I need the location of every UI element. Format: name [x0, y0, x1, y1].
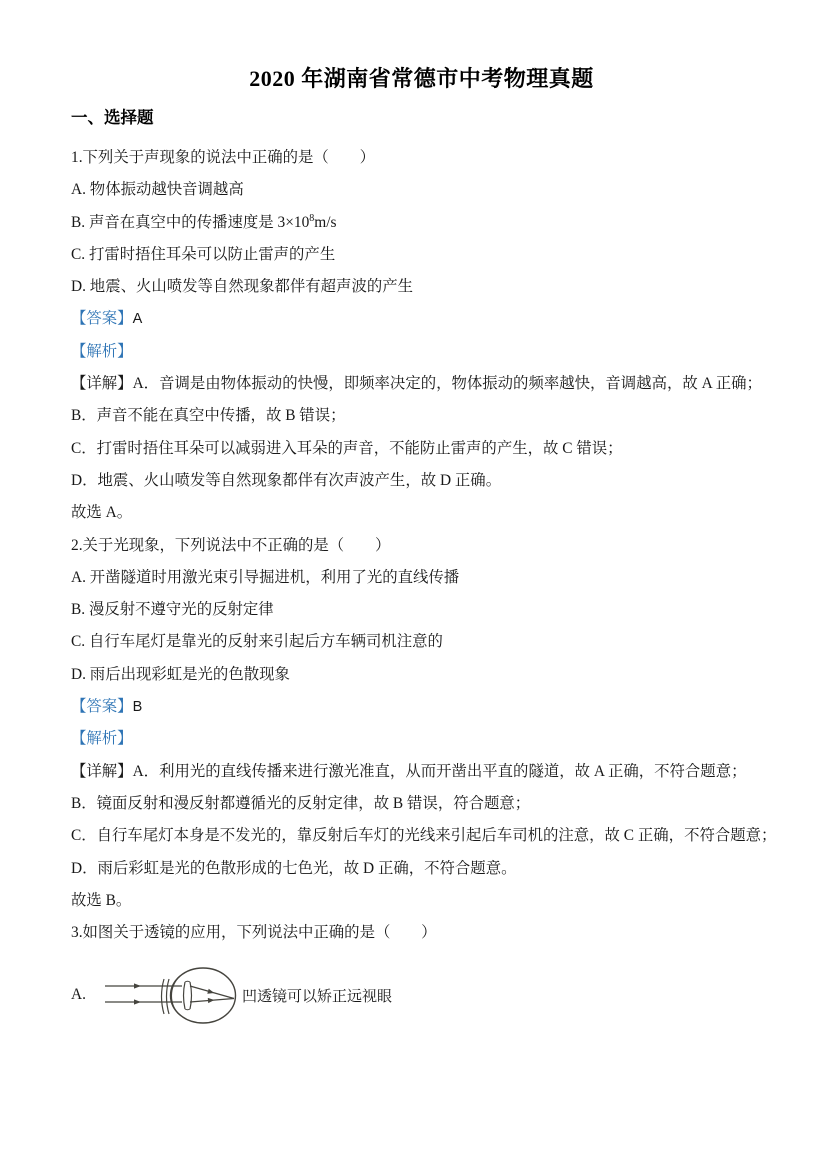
eye-lens-top-cap — [185, 982, 190, 983]
q2-stem: 2.关于光现象，下列说法中不正确的是（ ） — [71, 536, 391, 554]
question-lines — [71, 142, 817, 949]
q3-option-a-caption: 凹透镜可以矫正远视眼 — [242, 988, 393, 1005]
q2-detail-a: 【详解】A．利用光的直线传播来进行激光准直，从而开凿出平直的隧道，故 A 正确，不符合题意； — [71, 762, 747, 780]
q2-option-b: B. 漫反射不遵守光的反射定律 — [71, 601, 274, 619]
q2-detail-d: D．雨后彩虹是光的色散形成的七色光，故 D 正确，不符合题意。 — [71, 859, 517, 877]
eyeball-outline — [171, 968, 236, 1023]
q2-analysis-label: 【解析】 — [71, 730, 133, 748]
q2-option-a: A. 开凿隧道时用激光束引导掘进机，利用了光的直线传播 — [71, 568, 460, 586]
eye-lens-bottom-cap — [185, 1009, 190, 1010]
q1-option-b-text: B. 声音在真空中的传播速度是 3×10 — [71, 213, 310, 231]
q2-option-d: D. 雨后出现彩虹是光的色散现象 — [71, 665, 290, 683]
q1-detail-a: 【详解】A．音调是由物体振动的快慢，即频率决定的，物体振动的频率越快，音调越高，故 A 正确； — [71, 375, 762, 393]
cornea-curve — [171, 976, 180, 1015]
q1-detail-d: D．地震、火山喷发等自然现象都伴有次声波产生，故 D 正确。 — [71, 471, 502, 489]
exponent-superscript: 8 — [309, 212, 315, 224]
page-title: 2020 年湖南省常德市中考物理真题 — [249, 66, 594, 91]
q1-detail-b: B．声音不能在真空中传播，故 B 错误； — [71, 407, 346, 425]
section-heading-choice-questions: 一、选择题 — [71, 108, 154, 127]
q2-option-c: C. 自行车尾灯是靠光的反射来引起后方车辆司机注意的 — [71, 633, 443, 651]
q1-option-d: D. 地震、火山喷发等自然现象都伴有超声波的产生 — [71, 278, 414, 296]
eye-lens-left-curve — [184, 982, 186, 1009]
bottom-refracted-arrowhead — [208, 998, 215, 1004]
answer-label: 【答案】 — [71, 310, 133, 328]
q1-conclusion: 故选 A。 — [71, 504, 133, 522]
corrective-lens-right-curve — [167, 979, 170, 1014]
q3-option-a-row — [71, 960, 817, 1030]
q2-detail-b: B．镜面反射和漫反射都遵循光的反射定律，故 B 错误，符合题意； — [71, 794, 531, 812]
top-ray-arrowhead — [134, 984, 141, 989]
farsighted-eye-correction-diagram — [93, 960, 238, 1030]
q1-analysis-label: 【解析】 — [71, 342, 133, 360]
answer-label: 【答案】 — [71, 698, 133, 716]
bottom-ray-arrowhead — [134, 1000, 141, 1005]
q1-option-b — [71, 207, 817, 239]
q3-stem: 3.如图关于透镜的应用，下列说法中正确的是（ ） — [71, 924, 437, 942]
q2-conclusion: 故选 B。 — [71, 891, 132, 909]
q1-stem: 1.下列关于声现象的说法中正确的是（ ） — [71, 149, 375, 166]
top-refracted-arrowhead — [207, 989, 215, 996]
q2-detail-c: C．自行车尾灯本身是不发光的，靠反射后车灯的光线来引起后车司机的注意，故 C 正确，不符合题意； — [71, 827, 777, 845]
q1-detail-c: C．打雷时捂住耳朵可以减弱进入耳朵的声音，不能防止雷声的产生，故 C 错误； — [71, 439, 623, 457]
corrective-lens-left-curve — [162, 979, 165, 1014]
q2-answer-letter: B — [132, 699, 143, 716]
q1-answer-line — [71, 303, 817, 335]
q3-option-a-label: A. — [71, 986, 86, 1004]
q2-answer-line — [71, 691, 817, 723]
q1-answer-letter: A — [132, 311, 143, 328]
q1-option-b-unit: m/s — [314, 213, 337, 231]
q1-option-a: A. 物体振动越快音调越高 — [71, 181, 244, 199]
q1-option-c: C. 打雷时捂住耳朵可以防止雷声的产生 — [71, 245, 336, 263]
